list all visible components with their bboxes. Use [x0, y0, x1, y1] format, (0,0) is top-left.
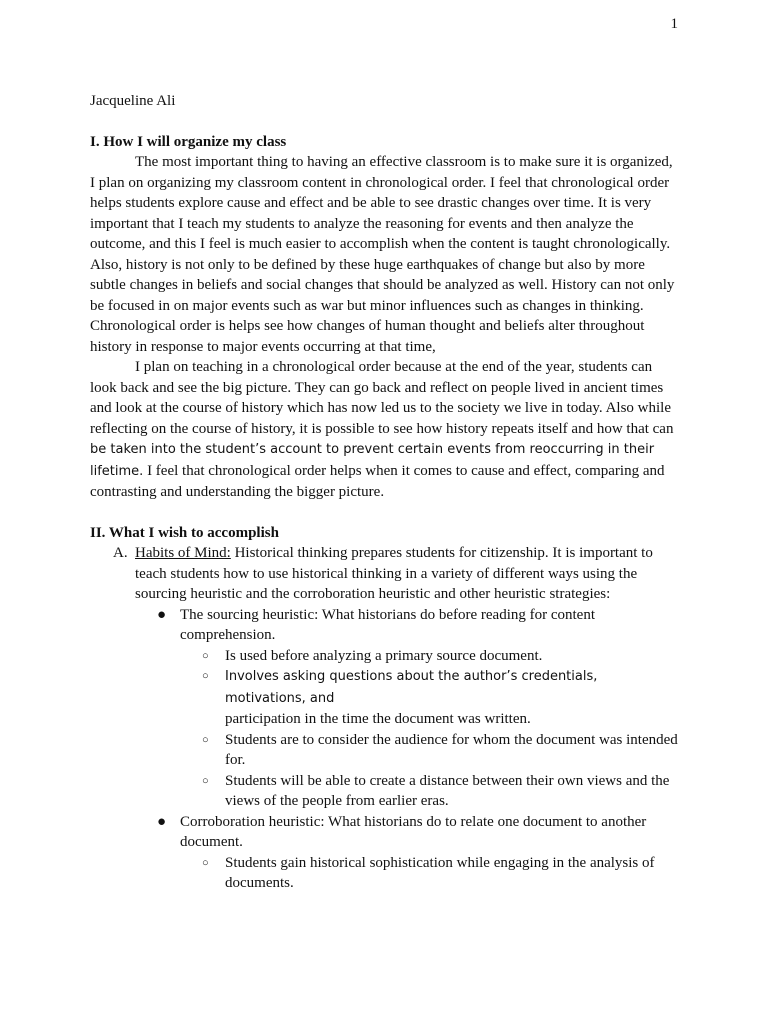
bullet-text: Corroboration heuristic: What historians do to relate one document to another document.: [180, 813, 647, 850]
item-a: [90, 543, 680, 605]
section-2-heading: II. What I wish to accomplish: [90, 524, 279, 541]
sub-item-text: Students gain historical sophistication while engaging in the analysis of documents.: [225, 854, 655, 891]
document-body: [90, 91, 680, 894]
circle-bullet-icon: ○: [202, 856, 209, 869]
sub-item: [90, 771, 680, 812]
circle-bullet-icon: ○: [202, 774, 209, 787]
page-number: 1: [670, 16, 678, 32]
sub-item-text: Is used before analyzing a primary source document.: [225, 647, 543, 664]
paragraph-2-sans-text: be taken into the student’s account to prevent certain events from reoccurring in their lifetime.: [90, 442, 655, 479]
sub-item: [90, 646, 680, 667]
sub-item: [90, 666, 680, 730]
sub-item-text: Students are to consider the audience for whom the document was intended for.: [225, 731, 678, 768]
author-name: Jacqueline Ali: [90, 93, 176, 109]
bullet-icon: ●: [157, 606, 167, 623]
circle-bullet-icon: ○: [202, 670, 209, 682]
item-a-text: Historical thinking prepares students for citizenship. It is important to teach students how to use historical thinking in a variety of different ways using the sourcing heuristic and the corroboration heuristic and other heuristic strategies:: [135, 545, 653, 602]
bullet-sourcing-heuristic: [90, 605, 680, 646]
bullet-text: The sourcing heuristic: What historians do before reading for content comprehension.: [180, 606, 596, 643]
sub-item-text-continued: participation in the time the document was written.: [225, 711, 531, 727]
paragraph-2-text-b: I feel that chronological order helps when it comes to cause and effect, comparing and contrasting and understanding the bigger picture.: [90, 462, 665, 500]
section-1-paragraph-2: [90, 357, 680, 503]
section-1-heading: I. How I will organize my class: [90, 133, 287, 150]
sub-item: [90, 853, 680, 894]
habits-of-mind-title: Habits of Mind:: [135, 545, 231, 561]
section-1-paragraph-1: The most important thing to having an effective classroom is to make sure it is organized, I plan on organizing my classroom content in chronological order. I feel that chronological order helps students explore cause and effect and be able to see drastic changes over time. It is very important that I teach my students to analyze the reasoning for events and then analyze the outcome, and this I feel is much easier to accomplish when the content is taught chronologically. Also, history is not only to be defined by these huge earthquakes of change but also by more subtle changes in beliefs and social changes that should be analyzed as well. History can not only be focused in on major events such as war but minor influences such as changes in thinking. Chronological order is helps see how changes of human thought and beliefs alter throughout history in response to major events occurring at that time,: [90, 154, 675, 355]
sub-item-text: Students will be able to create a distance between their own views and the views of the people from earlier eras.: [225, 772, 670, 809]
bullet-icon: ●: [157, 813, 167, 830]
item-a-label: A.: [113, 545, 128, 561]
bullet-corroboration-heuristic: [90, 812, 680, 853]
paragraph-2-text-a: I plan on teaching in a chronological order because at the end of the year, students can look back and see the big picture. They can go back and reflect on people lived in ancient times and look at the course of history which has now led us to the society we live in today. Also while reflecting on the course of history, it is possible to see how history repeats itself and how that can: [90, 359, 674, 437]
sub-item-text: Involves asking questions about the author’s credentials, motivations, and: [225, 669, 598, 706]
circle-bullet-icon: ○: [202, 733, 209, 746]
circle-bullet-icon: ○: [202, 649, 209, 662]
sub-item: [90, 730, 680, 771]
